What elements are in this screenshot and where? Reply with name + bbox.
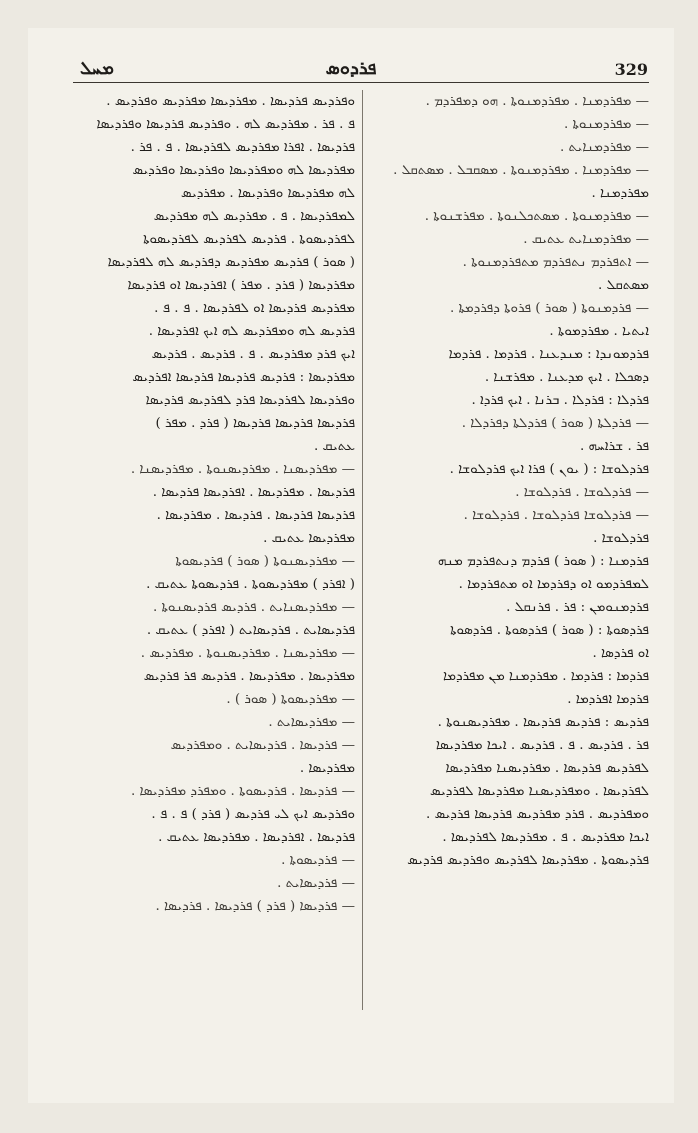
text-line: — ܐܬܦܪܕܡ ܢܬܦܪܕܡ ܡܬܦܪܕܡܢܘܬܐ .	[462, 255, 649, 270]
text-line: ܠܦܪܕܝܣ ܦܪܕܝܣܐ . ܡܦܪܕܝܣܢܐ ܡܦܪܕܝܣܐ	[445, 761, 649, 776]
text-line: ܦܪܕܠܘܫܐ .	[593, 531, 649, 546]
text-line: ܠܦܪܕܝܣܐ . ܘܡܦܪܕܝܣܢܐ ܡܦܪܕܝܣܐ ܠܦܪܕܝܣ	[429, 784, 649, 799]
dictionary-page	[28, 28, 674, 1103]
header-rule	[73, 82, 649, 83]
column-divider	[362, 90, 363, 1010]
text-line: — ܦܪܕܝܣܘܬܐ .	[281, 853, 355, 868]
text-line: ܘܡܦܪܕܝܣ . ܦܪܕ ܡܦܪܕܝܣ ܦܪܕܝܣܐ ܦܪܕܝܣ .	[425, 807, 649, 822]
text-line: — ܦܪܕܝܣܐ . ܦܪܕܝܣܐܝܬ . ܘܡܦܪܕܝܣ	[170, 738, 355, 753]
right-column	[367, 90, 649, 872]
text-line: ܦܪܕܝܣܘܬܐ . ܡܦܪܕܝܣܐ ܠܦܪܕܝܣ ܘܦܪܕܝܣ ܦܪܕܝܣ	[407, 853, 649, 868]
text-line: — ܦܪܕܡܢܘܬܐ ( ܣܘܪ ) ܦܪܘܬܐ ܕܦܪܕܡܬܐ .	[449, 301, 649, 316]
running-head-left: ܡܚܠ	[80, 58, 114, 79]
text-line: ܠܗ ܡܦܪܕܝܣܐ ܘܦܪܕܝܣܐ . ܡܦܪܕܝܣ	[180, 186, 355, 201]
text-line: — ܡܦܪܕܡܢܐܝܬ .	[559, 140, 649, 155]
text-line: — ܡܦܪܕܡܢܘܬܐ . ܡܣܬܟܠܢܘܬܐ . ܡܦܪܫܢܘܬܐ .	[424, 209, 649, 224]
text-line: ܠܡܦܪܕܡܘ ܐܘ ܕܦܪܕܡܐ ܐܘ ܡܬܦܪܕܡܐ .	[458, 577, 649, 592]
text-line: ܦܪܕܝܣܐ . ܐܦܪܐ ܡܦܪܕܝܣ ܠܦܪܕܝܣܐ . ܦ . ܦܪ .	[130, 140, 355, 155]
text-line: ܘܦܪܕܝܣ ܦܪܕܝܣܐ . ܡܦܪܕܝܣܐ ܡܦܪܕܝܣ ܘܦܪܕܝܣ .	[106, 94, 355, 109]
text-line: ܠܡܦܪܕܝܣܐ . ܦ . ܡܦܪܕܝܣ ܠܗ ܡܦܪܕܝܣ	[153, 209, 355, 224]
text-line: — ܡܦܪܕܝܣܢܐ . ܡܦܪܕܝܣܢܘܬܐ . ܡܦܪܕܝܣ .	[140, 646, 355, 661]
text-line: ܐܝܬܝܐ . ܡܦܪܕܡܘܬܐ .	[549, 324, 649, 339]
text-line: — ܡܦܪܕܡܢܘܬܐ .	[563, 117, 649, 132]
text-line: ܐܝܟܐ ܡܦܪܕܝܣ . ܦ . ܡܦܪܕܝܣܐ ܠܦܪܕܝܣܐ .	[442, 830, 649, 845]
text-line: ܘܦܪܕܝܣܐ ܠܦܪܕܝܣܐ ܦܪܕ ܠܦܪܕܝܣ ܦܪܕܝܣܐ	[145, 393, 355, 408]
text-line: ܕܣܟܠܐ . ܐܝܟ ܡܕܥܢܐ . ܡܦܪܫܢܐ .	[484, 370, 649, 385]
text-line: ܦܪܕܣܘܬܐ : ( ܣܘܪ ) ܦܪܕܣܘܬܐ . ܦܪܕܣܘܬܐ	[450, 623, 649, 638]
text-line: — ܦܪܕܝܣܐ . ܦܪܕܝܣܘܬܐ . ܘܡܦܪܕ ܡܦܪܕܝܣܐ .	[130, 784, 355, 799]
left-column	[73, 90, 355, 918]
text-line: — ܡܦܪܕܝܣܢܘܬܐ ( ܣܘܪ ) ܦܪܕܝܣܘܬܐ	[175, 554, 355, 569]
text-line: — ܡܦܪܕܝܣܘܬܐ ( ܣܘܪ ) .	[226, 692, 355, 707]
text-line: ܡܦܪܕܝܣܐ ܠܗ ܘܡܦܪܕܝܣܐ ܘܦܪܕܝܣܐ ܘܦܪܕܝܣ	[132, 163, 355, 178]
text-line: ܐܘ ܦܪܕܣܐ .	[592, 646, 649, 661]
text-line: ܥܬܝܩ .	[313, 439, 355, 454]
text-line: ܦܪܕܡܢܘܡܢ : ܦܪ . ܦܪܢܩܠ .	[506, 600, 649, 615]
text-line: ܦܪܕܠܐ : ܦܪܕܠܐ . ܒܪܢܐ . ܐܝܟ ܦܪܕܐ .	[471, 393, 649, 408]
text-line: ܠܦܪܕܝܣܘܬܐ . ܦܪܕܝܣ ܠܦܪܕܝܣ ܠܦܪܕܝܣܘܬܐ	[143, 232, 355, 247]
text-line: ( ܣܘܪ ) ܦܪܕܝܣ ܡܦܪܕܝܣ ܕܦܪܕܝܣ ܠܗ ܠܦܪܕܝܣܐ	[107, 255, 355, 270]
text-line: — ܡܦܪܕܡܢܐ . ܡܦܪܕܡܢܘܬܐ . ܡܣܩܒܠ . ܡܣܬܩܠ .	[393, 163, 649, 178]
text-line: ܦܪܕܝܣܐ . ܐܦܪܕܝܣܐ . ܡܦܪܕܝܣܐ ܥܬܝܩ .	[158, 830, 355, 845]
text-line: — ܦܪܕܝܣܐܝܬ .	[277, 876, 355, 891]
text-line: ܡܦܪܕܡܢܐ .	[591, 186, 649, 201]
text-line: ܦܪ . ܦܪܕܝܣ . ܦ . ܦܪܕܝܣ . ܐܝܟܐ ܡܦܪܕܝܣܐ	[435, 738, 649, 753]
text-line: ܡܦܪܕܝܣܐ ܥܬܝܩ .	[263, 531, 355, 546]
page-number: 329	[614, 60, 648, 79]
text-line: ܦ . ܦܪ . ܡܦܪܕܝܣ ܠܗ . ܘܦܪܕܝܣ ܦܪܕܝܣܐ ܘܦܪܕܝܣܐ	[96, 117, 355, 132]
text-line: ܡܣܬܩܠ .	[598, 278, 649, 293]
text-line: — ܡܦܪܕܝܣܢܐܝܬ . ܦܪܕܝܣ ܦܪܕܝܣܢܘܬܐ .	[153, 600, 355, 615]
text-line: ܦܪ . ܫܪܐܚܗ .	[579, 439, 649, 454]
text-line: — ܦܪܕܠܘܫܐ . ܦܪܕܠܘܫܐ .	[515, 485, 649, 500]
text-line: ܦܪܕܡܢܐ : ( ܣܘܪ ) ܦܪܕܡ ܕܢܬܦܪܕܡ ܡܢܗ	[437, 554, 649, 569]
text-line: ܦܪܕܡܘܢܕܐ : ܡܢܕܥܢܐ . ܦܪܕܡܐ . ܦܪܕܡܐ	[448, 347, 649, 362]
text-line: ܦܪܕܝܣܐ ܦܪܕܝܣܐ ܦܪܕܝܣܐ ( ܦܪܕ . ܡܦܪ )	[155, 416, 355, 431]
text-line: — ܦܪܕܠܘܫܐ ܦܪܕܠܘܫܐ . ܦܪܕܠܘܫܐ .	[463, 508, 649, 523]
page-header	[28, 42, 674, 82]
text-line: — ܡܦܪܕܡܢܐ . ܡܦܪܕܡܢܘܬܐ . ܗܘ ܕܡܦܪܕܡ .	[425, 94, 649, 109]
text-line: ܡܦܪܕܝܣܐ ( ܦܪܕ . ܡܦܪ ) ܐܦܪܕܝܣܐ ܐܘ ܦܪܕܝܣܐ	[127, 278, 355, 293]
running-head-center: ܦܪܕܘܣ	[325, 58, 377, 79]
text-line: ( ܐܦܪܕ ) ܡܦܪܕܝܣܘܬܐ . ܦܪܕܝܣܘܬܐ ܥܬܝܩ .	[146, 577, 355, 592]
text-line: ܦܪܕܝܣܐ ܦܪܕܝܣܐ . ܦܪܕܝܣܐ . ܡܦܪܕܝܣܐ .	[156, 508, 355, 523]
text-line: ܦܪܕܠܘܫܐ : ( ܝܘܢ ) ܦܪܐ ܐܝܟ ܦܪܕܠܘܫܐ .	[449, 462, 649, 477]
text-line: — ܡܦܪܕܝܣܐܝܬ .	[268, 715, 355, 730]
text-line: ܐܝܟ ܦܪܕ ܡܦܪܕܝܣ . ܦ . ܦܪܕܝܣ . ܦܪܕܝܣ	[151, 347, 355, 362]
text-line: — ܡܦܪܕܝܣܢܐ . ܡܦܪܕܝܣܢܘܬܐ . ܡܦܪܕܝܣܢܐ .	[130, 462, 355, 477]
text-line: — ܡܦܪܕܡܢܐܝܬ ܥܬܝܩ .	[523, 232, 649, 247]
text-line: ܦܪܕܡܐ ܐܦܪܕܡܐ .	[567, 692, 649, 707]
text-line: ܦܪܕܝܣ : ܦܪܕܝܣ ܦܪܕܝܣܐ . ܡܦܪܕܝܣܢܘܬܐ .	[437, 715, 649, 730]
text-line: ܦܪܕܝܣ ܠܗ ܘܡܦܪܕܝܣ ܠܗ ܐܝܟ ܐܦܪܕܝܣܐ .	[148, 324, 355, 339]
text-line: ܦܪܕܡܐ : ܦܪܕܡܐ . ܡܦܪܕܡܢܐ ܡܢ ܡܦܪܕܡܐ	[442, 669, 649, 684]
text-line: ܡܦܪܕܝܣܐ .	[299, 761, 355, 776]
text-line: ܡܦܪܕܝܣܐ . ܡܦܪܕܝܣܐ . ܦܪܕܝܣ ܦܪ ܦܪܕܝܣ	[143, 669, 355, 684]
text-line: ܡܦܪܕܝܣܐ : ܦܪܕܝܣ ܦܪܕܝܣܐ ܦܪܕܝܣܐ ܐܦܪܕܝܣ	[132, 370, 355, 385]
text-line: — ܦܪܕܠܬܐ ( ܣܘܪ ) ܦܪܕܠܬܐ ܕܦܪܕܠܐ .	[461, 416, 649, 431]
text-line: ܡܦܪܕܝܣ ܦܪܕܝܣܐ ܐܘ ܠܦܪܕܝܣܐ . ܦ . ܦ .	[154, 301, 355, 316]
text-line: ܘܦܪܕܝܣ ܐܝܟ ܠܝ ܦܪܕܝܣ ( ܦܪܕ ) ܦ . ܦ .	[151, 807, 355, 822]
text-line: ܦܪܕܝܣܐ . ܡܦܪܕܝܣܐ . ܐܦܪܕܝܣܐ ܦܪܕܝܣܐ .	[152, 485, 355, 500]
text-line: ܦܪܕܝܣܐܝܬ . ܦܪܕܝܣܐܝܬ ( ܐܦܪܕ ) ܥܬܝܩ .	[146, 623, 355, 638]
text-line: — ܦܪܕܝܣܐ ( ܦܪܕ ) ܦܪܕܝܣܐ . ܦܪܕܝܣܐ .	[155, 899, 355, 914]
